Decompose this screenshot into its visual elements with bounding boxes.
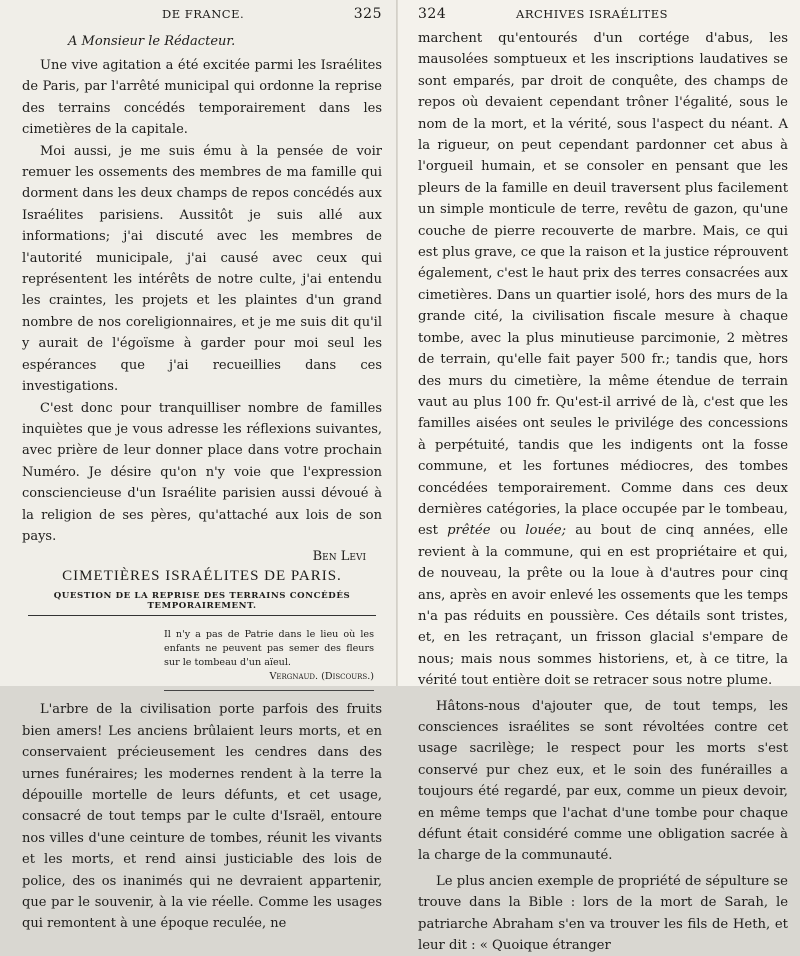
section-subtitle: QUESTION DE LA REPRISE DES TERRAINS CONCÉDÉS TEMPORAIREMENT. (28, 591, 376, 616)
italic-word: prêtée (447, 523, 491, 539)
epigraph (164, 628, 374, 691)
section-title: CIMETIÈRES ISRAÉLITES DE PARIS. (62, 568, 342, 585)
italic-word: louée; (525, 523, 567, 539)
paragraph: Moi aussi, je me suis ému à la pensée de voir remuer les ossements des membres de ma famille qui dorment dans les deux champs de repos concédés aux Israélites parisiens. Aussitôt je suis allé aux informations; j'ai discuté avec les membres de l'autorité municipale, j'ai causé avec ceux qui représentent les intérêts de notre culte, j'ai entendu les craintes, les projets et les plaintes d'un grand nombre de nos coreligionnaires, et je me suis dit qu'il y aurait de l'égoïsme à garder pour moi seul les espérances que j'ai recueillies dans ces investigations. (22, 143, 382, 395)
paragraph: C'est donc pour tranquilliser nombre de familles inquiètes que je vous adresse les réflexions suivantes, avec prière de leur donner place dans votre prochain Numéro. Je désire qu'on n'y voie que l'expression consciencieuse d'un Israélite parisien aussi dévoué à la religion de ses pères, qu'attaché aux lois de son pays. (22, 400, 382, 544)
page-number: 324 (418, 6, 447, 22)
paragraph: Une vive agitation a été excitée parmi les Israélites de Paris, par l'arrêté municipal qui ordonne la reprise des terrains concédés temporairement dans les cimetières de la capitale. (22, 58, 382, 138)
epigraph-attribution: Vergnaud. (Discours.) (269, 671, 374, 683)
right-running-head (418, 6, 788, 28)
running-head-title: ARCHIVES ISRAÉLITES (516, 7, 668, 21)
paragraph (418, 28, 788, 692)
paragraph: Le plus ancien exemple de propriété de sépulture se trouve dans la Bible : lors de la mort de Sarah, le patriarche Abraham s'en va trouver les fils de Heth, et leur dit : « Quoique étranger (418, 873, 788, 954)
signature: Ben Levi (312, 549, 366, 565)
text-run: au bout de cinq années, elle revient à la commune, qui en est propriétaire et qui, de nouveau, la prête ou la loue à d'autres pour cinq ans, après en avoir enlevé les ossements que les temps n'a pas réduits en poussière. Ces détails sont tristes, et, en les retraçant, un frisson glacial s'empare de nous; mais nous sommes historiens, et, à ce titre, la vérité tout entière doit se retracer sous notre plume. (418, 523, 788, 689)
left-running-head (22, 6, 382, 28)
text-run: marchent qu'entourés d'un cortége d'abus, les mausolées somptueux et les inscriptions laudatives se sont emparés, par droit de conquête, des champs de repos où devaient cependant trôner l'égalité, sous le nom de la mort, et la vérité, sous l'aspect du néant. A la rigueur, on peut cependant pardonner cet abus à l'orgueil humain, et se consoler en pensant que les pleurs de la famille en deuil traversent plus facilement un simple monticule de terre, revêtu de gazon, qu'une couche de pierre recouverte de marbre. Mais, ce qui est plus grave, ce que la raison et la justice réprouvent également, c'est le haut prix des terres consacrées aux cimetières. Dans un quartier isolé, hors des murs de la grande cité, la civilisation fiscale mesure à chaque tombe, avec la plus minutieuse parcimonie, 2 mètres de terrain, qu'elle fait payer 500 fr.; tandis que, hors des murs du cimetière, la même étendue de terrain vaut au plus 100 fr. Qu'est-il arrivé de là, c'est que les familles aisées ont seules le privilége des concessions à perpétuité, tandis que les indigents ont la fosse commune, et les fortunes médiocres, des tombes concédées temporairement. Comme dans ces deux dernières catégories, la place occupée par le tombeau, est (418, 31, 788, 539)
right-page (398, 0, 800, 954)
text-run: ou (499, 523, 517, 539)
salutation: A Monsieur le Rédacteur. (68, 34, 236, 49)
epigraph-text: Il n'y a pas de Patrie dans le lieu où les enfants ne peuvent pas semer des fleurs sur le tombeau d'un aïeul. (164, 629, 374, 669)
running-head-title: DE FRANCE. (162, 7, 245, 21)
body-paragraph: L'arbre de la civilisation porte parfois des fruits bien amers! Les anciens brûlaient leurs morts, et en conservaient précieusement les cendres dans des urnes funéraires; les modernes rendent à la terre la dépouille mortelle de leurs défunts, et cet usage, consacré de tout temps par le culte d'Israël, entoure nos villes d'une ceinture de tombes, réunit les vivants et les morts, et rend ainsi justiciable des lois de police, des os inanimés qui ne devraient appartenir, que par le souvenir, à la vie réelle. Comme les usages qui remontent à une époque reculée, ne (22, 702, 382, 932)
page-number: 325 (353, 6, 382, 22)
left-page (0, 0, 398, 932)
paragraph: Hâtons-nous d'ajouter que, de tout temps, les consciences israélites se sont révoltées contre cet usage sacrilège; le respect pour les morts s'est conservé pur chez eux, et le soin des funérailles a toujours été regardé, par eux, comme un pieux devoir, en même temps que l'achat d'une tombe pour chaque défunt était considéré comme une obligation sacrée à la charge de la communauté. (418, 698, 788, 864)
